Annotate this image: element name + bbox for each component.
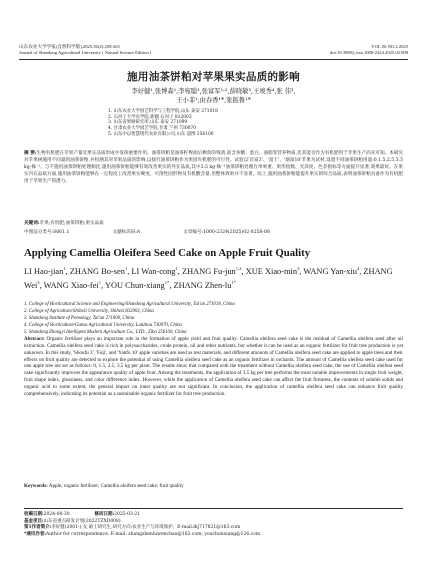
author-en: YOU Chun-xiang$^{1*}$ — [104, 279, 170, 290]
keywords-cn-text: 苹果;有机肥;油茶饼粕;果实品质 — [39, 221, 104, 226]
correspondence-text: Author for correspondence. E-mail: zhangzhenluwenchao@163.com; youchunxiang@126.com — [46, 531, 261, 537]
author-en: LI Hao-jian$^1$ — [24, 266, 66, 276]
affiliation-en: 2. College of Agriculture/Shihezi University, Shihezi 832003, China — [24, 309, 154, 314]
journal-name-cn: 山东农业大学学报(自然科学版),2025,56(2):258-265 — [19, 44, 120, 49]
author-en: WANG Yan-xiu$^4$ — [303, 266, 360, 276]
affiliation-cn: 3. 山东省果树研究所,山东 泰安 271099 — [108, 120, 188, 126]
clc-number: 中图法分类号:S661.1 — [24, 230, 70, 235]
footnotes — [24, 508, 403, 538]
affiliation-cn: 4. 甘肃农业大学园艺学院,甘肃 兰州 730070 — [108, 126, 197, 132]
abstract-en-label: Abstract: — [24, 336, 45, 342]
author-en: ZHANG Fu-jun$^{1,2}$ — [181, 266, 242, 276]
fund-label: 基金项目: — [24, 518, 44, 524]
affiliations-en — [24, 301, 403, 336]
received-date: 2024-08-30 — [43, 512, 70, 517]
volume-info: VOL.56 NO.2 2025 — [371, 44, 408, 49]
correspondence-label: *通讯作者: — [24, 531, 47, 537]
title-en: Applying Camellia Oleifera Seed Cake on Apple Fruit Quality — [24, 247, 311, 259]
author-en: LI Wan-cong$^1$ — [131, 266, 178, 276]
journal-name-en: Journal of Shandong Agricultural University ( Natural Science Edition ) — [19, 50, 152, 55]
author-en: ZHANG Zhen-$lu^{1*}$ — [173, 279, 237, 290]
abstract-cn — [24, 151, 403, 186]
abstract-en-text: Organic fertilizer plays an important role in the formation of apple yield and fruit quality. Camellia oleifera seed cake is the residual of Camellia oleifera seed after oil extraction. Camellia oleifera seed cake is rich in polysaccharides, crude protein, oil and other nutrients, but whether it can be used as an organic fertilizer for fruit tree production is yet unknown. In this study, 'Shoufu 3', 'Fuji', and 'Yanfu 10' apple varieties are used as test materials, and different amounts of Camellia oleifera seed cake are applied to apple trees and their effects on fruit quality are detected to explore the potential of using Camellia oleifera seed cake as an organic fertilizer in orchards. The amount of Camellia oleifera seed cake used for one apple tree are set as follows: 0, 1.5, 2.5, 3.5 kg per plant. The results show that compared with the treatment without Camellia oleifera seed cake, the use of Camellia oleifera seed cake significantly improves the appearance quality of apple fruit. Among the treatments, the application of 3.5 kg per tree performs the most notable improvements in single fruit weight, fruit shape index, glossiness, and color difference index. However, while the application of Camellia oleifera seed cake can affect the fruit firmness, the contents of soluble solids and organic acid to some extent, the general impact on inner quality are not significant. In conclusion, the application of camellia oleifera seed cake can enhance fruit quality comprehensively, indicating its potential as a sustainable organic fertilizer for fruit tree production. — [24, 336, 403, 397]
abstract-en — [24, 336, 403, 398]
header-left — [19, 44, 151, 56]
keywords-cn — [24, 221, 403, 228]
abstract-cn-label: 摘 要: — [24, 151, 37, 156]
authors-en: LI Hao-jian$^1$, ZHANG Bo-sen$^1$, LI Wan-cong$^1$, ZHANG Fu-jun$^{1,2}$, XUE Xiao-$\min^3$, WANG Yan-xiu$^4$, ZHANG Wei$^3$, WANG Xiao-fei$^1$, YOU Chun-xiang$^{1*}$, ZHANG Zhen-$lu^{1*}$ — [24, 266, 393, 290]
doi: doi:10.3969/j.issn.1000-2324.2025.02.008 — [329, 50, 408, 55]
author-en: XUE Xiao-$\min^3$ — [245, 266, 300, 276]
received-label: 收稿日期: — [24, 512, 44, 517]
authors-cn — [40, 87, 387, 105]
author-en: ZHANG Wei$^3$ — [24, 266, 393, 290]
affiliations-cn — [108, 109, 218, 138]
first-author-text: 李好健(2001-),女,硕士研究生,研究方向:农业生产与环境保护。E-mail:lhj717821@163.com — [51, 525, 241, 531]
keywords-en — [24, 483, 403, 490]
keywords-en-label: Keywords: — [24, 483, 48, 489]
first-author-row — [24, 525, 403, 532]
article-number: 文章编号:1000-2324(2025)02-0258-08 — [183, 230, 270, 235]
affiliation-en: 5. Shandong Zhongyi Intelligent Modern Agriculture Co., LTD., Zibo 256100, China — [24, 330, 187, 335]
first-author-label: 第1作者简介: — [24, 525, 52, 531]
title-cn: 施用油茶饼粕对苹果果实品质的影响 — [127, 71, 300, 83]
header-right — [330, 44, 408, 56]
affiliation-en: 3. Shandong Institute of Pomology, Tai'an 271000, China — [24, 316, 135, 321]
correspondence-row — [24, 532, 403, 539]
revised-label: 修回日期: — [94, 512, 115, 517]
affiliation-cn: 1. 山东农业大学园艺科学与工程学院,山东 泰安 271018 — [108, 109, 218, 114]
author-en: WANG Xiao-fei$^1$ — [43, 279, 102, 290]
keywords-en-text: Apple; organic fertilizer; Camellia oleifera seed cake; fruit quality — [48, 483, 184, 489]
running-header — [19, 44, 408, 60]
classification-line — [24, 230, 403, 237]
authors-cn-line2: 王小菲¹,由春香¹*,张振鲁¹* — [176, 97, 251, 104]
abstract-cn-text: 生物有机肥在苹果产量及果实品质形成中发挥重要作用。油茶饼粕是油茶籽榨油后剩余的残渣,富含多糖、蛋白、油脂等营养物质,但其能否作为有机肥用于苹果生产尚未可知。本研究对苹果树施用不同量的油茶饼粕,并检测其对苹果品质的影响,以探究油茶饼粕作为果园有机肥的可行性。试验以'首富3'、'富士'、'烟富10'苹果为试材,设置不同油茶饼粕用量:0,1.5,2.5,3.5 kg·株⁻¹。与不施用油茶饼粕处理相比,施用油茶饼粕能够有效改善果实的外在品质,其中3.5 kg·株⁻¹油茶饼粕处理在单果重、果形指数、光泽度、色差指标等方面提升显著,效果最好。在果实内在品质方面,施用油茶饼粕能够在一定程度上改善果实硬度、可溶性固形物及有机酸含量,但整体效果并不显著。综上,施用油茶饼粕能提升果实的综合品质,表明油茶饼粕具备作为有机肥用于苹果生产的潜力。 — [24, 151, 403, 184]
revised-date: 2025-03-21 — [114, 512, 141, 517]
fund-text: 山东省重点研发计划(2022TZXD008) — [43, 518, 121, 524]
affiliation-cn: 5. 山东中以智慧现代农业有限公司,山东 淄博 256100 — [108, 131, 214, 137]
document-code: 文献标识码:A — [112, 230, 141, 235]
keywords-cn-label: 关键词: — [24, 221, 40, 226]
authors-cn-line1: 李好健¹,张博森¹,李宛聪¹,张富军¹˒²,薛晓敏³,王竣秀⁴,张 伟³, — [131, 88, 296, 95]
affiliation-cn: 2. 石河子大学农学院,新疆 石河子 832003 — [108, 114, 192, 120]
affiliation-en: 4. College of Horticulture/Gansu Agricultural University, Lanzhou 730070, China — [24, 323, 182, 328]
affiliation-en: 1. College of Horticultural Science and Engineering/Shandong Agricultural University, Tai'an 271018, China — [24, 302, 235, 307]
dates-row — [24, 512, 403, 519]
author-en: ZHANG Bo-sen$^1$ — [69, 266, 128, 276]
